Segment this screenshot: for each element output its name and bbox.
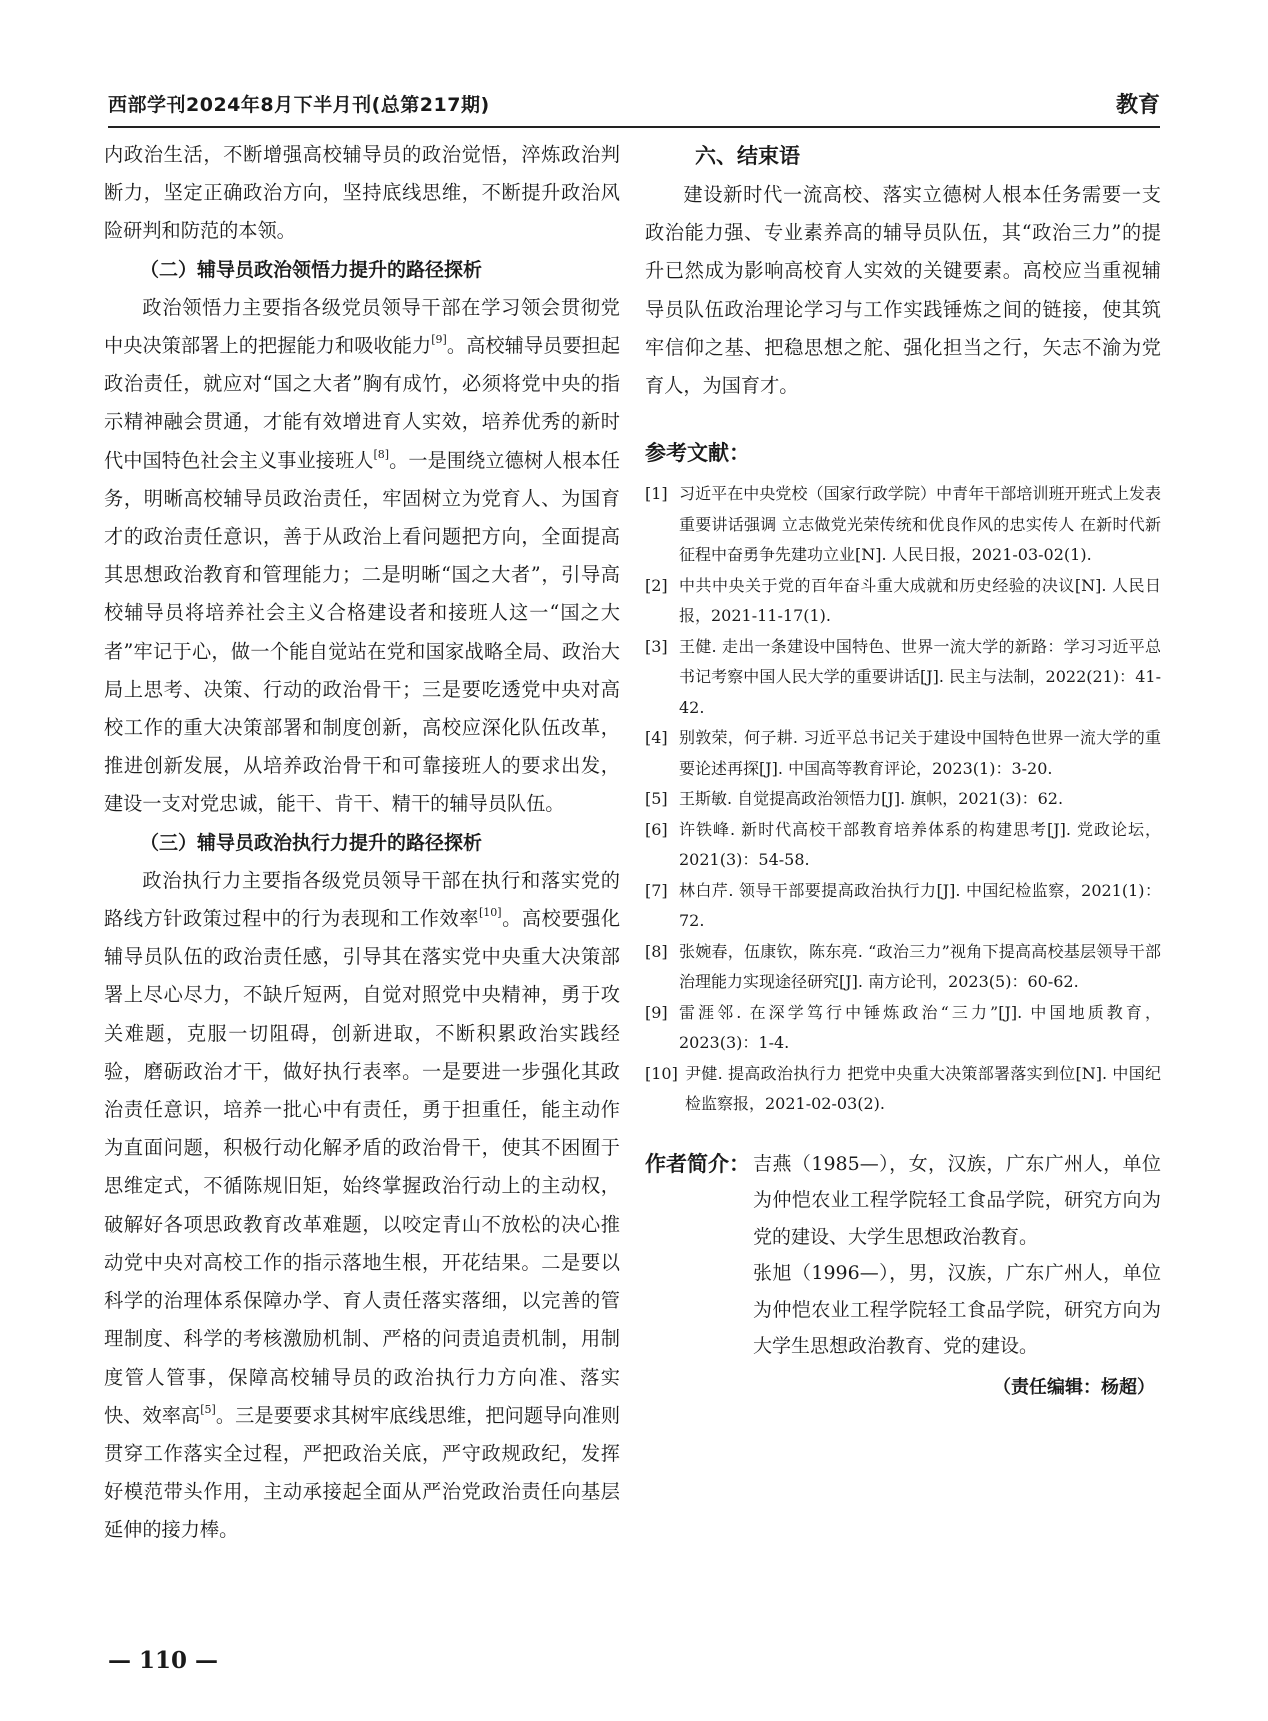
- reference-item: [9] 雷涯邻. 在深学笃行中锤炼政治“三力”[J]. 中国地质教育，2023(3)：1-4.: [645, 1002, 1161, 1053]
- right-column: [645, 136, 1161, 1405]
- reference-item: [10] 尹健. 提高政治执行力 把党中央重大决策部署落实到位[N]. 中国纪检监察报，2021-02-03(2).: [645, 1063, 1161, 1114]
- journal-title: 西部学刊2024年8月下半月刊(总第217期): [108, 94, 490, 116]
- citation-ref: [8]: [373, 447, 390, 461]
- reference-item: [2] 中共中央关于党的百年奋斗重大成就和历史经验的决议[N]. 人民日报，2021-11-17(1).: [645, 575, 1161, 626]
- citation-ref: [9]: [431, 333, 447, 347]
- paragraph: 建设新时代一流高校、落实立德树人根本任务需要一支政治能力强、专业素养高的辅导员队伍，其“政治三力”的提升已然成为影响高校育人实效的关键要素。高校应当重视辅导员队伍政治理论学习与工作实践锤炼之间的链接，使其筑牢信仰之基、把稳思想之舵、强化担当之行，矢志不渝为党育人，为国育才。: [645, 183, 1161, 398]
- reference-item: [8] 张婉春，伍康钦，陈东亮. “政治三力”视角下提高高校基层领导干部治理能力实现途径研究[J]. 南方论刊，2023(5)：60-62.: [645, 941, 1161, 992]
- page-number: — 110 —: [108, 1647, 219, 1674]
- reference-item: [5] 王斯敏. 自觉提高政治领悟力[J]. 旗帜，2021(3)：62.: [645, 789, 1064, 809]
- section-label: 教育: [1115, 93, 1160, 118]
- subsection-heading: （三）辅导员政治执行力提升的路径探析: [140, 831, 483, 854]
- section-heading: 六、结束语: [695, 144, 800, 168]
- page-header: [108, 84, 1160, 128]
- references-title: 参考文献：: [645, 441, 750, 466]
- reference-item: [6] 许铁峰. 新时代高校干部教育培养体系的构建思考[J]. 党政论坛，2021(3)：54-58.: [645, 819, 1161, 870]
- reference-list: [645, 479, 1161, 1120]
- reference-item: [3] 王健. 走出一条建设中国特色、世界一流大学的新路：学习习近平总书记考察中国人民大学的重要讲话[J]. 民主与法制，2022(21)：41-42.: [645, 636, 1161, 717]
- author-entry: 吉燕（1985—），女，汉族，广东广州人，单位为仲恺农业工程学院轻工食品学院，研究方向为党的建设、大学生思想政治教育。: [753, 1152, 1161, 1248]
- reference-item: [7] 林白芹. 领导干部要提高政治执行力[J]. 中国纪检监察，2021(1)：72.: [645, 880, 1161, 931]
- paragraph: 政治执行力主要指各级党员领导干部在执行和落实党的路线方针政策过程中的行为表现和工作效率[10]。高校要强化辅导员队伍的政治责任感，引导其在落实党中央重大决策部署上尽心尽力，不缺斤短两，自觉对照党中央精神，勇于攻关难题，克服一切阻碍，创新进取，不断积累政治实践经验，磨砺政治才干，做好执行表率。一是要进一步强化其政治责任意识，培养一批心中有责任，勇于担重任，能主动作为直面问题，积极行动化解矛盾的政治骨干，使其不困囿于思维定式，不循陈规旧矩，始终掌握政治行动上的主动权，破解好各项思政教育改革难题，以咬定青山不放松的决心推动党中央对高校工作的指示落地生根，开花结果。二是要以科学的治理体系保障办学、育人责任落实落细，以完善的管理制度、科学的考核激励机制、严格的问责追责机制，用制度管人管事，保障高校辅导员的政治执行力方向准、落实快、效率高[5]。三是要要求其树牢底线思维，把问题导向准则贯穿工作落实全过程，严把政治关底，严守政规政纪，发挥好模范带头作用，主动承接起全面从严治党政治责任向基层延伸的接力棒。: [104, 868, 621, 1542]
- author-bio: [645, 1146, 1161, 1365]
- author-label: 作者简介：: [645, 1151, 750, 1176]
- reference-item: [4] 别敦荣，何子耕. 习近平总书记关于建设中国特色世界一流大学的重要论述再探[J]. 中国高等教育评论，2023(1)：3-20.: [645, 728, 1161, 778]
- reference-item: [1] 习近平在中央党校（国家行政学院）中青年干部培训班开班式上发表重要讲话强调 立志做党光荣传统和优良作风的忠实传人 在新时代新征程中奋勇争先建功立业[N]. 人民日报，2021-03-02(1).: [645, 484, 1161, 565]
- citation-ref: [10]: [479, 906, 502, 920]
- responsible-editor: （责任编辑：杨超）: [993, 1376, 1155, 1398]
- paragraph: 政治领悟力主要指各级党员领导干部在学习领会贯彻党中央决策部署上的把握能力和吸收能力[9]。高校辅导员要担起政治责任，就应对“国之大者”胸有成竹，必须将党中央的指示精神融会贯通，才能有效增进育人实效，培养优秀的新时代中国特色社会主义事业接班人[8]。一是围绕立德树人根本任务，明晰高校辅导员政治责任，牢固树立为党育人、为国育才的政治责任意识，善于从政治上看问题把方向，全面提高其思想政治教育和管理能力；二是明晰“国之大者”，引导高校辅导员将培养社会主义合格建设者和接班人这一“国之大者”牢记于心，做一个能自觉站在党和国家战略全局、政治大局上思考、决策、行动的政治骨干；三是要吃透党中央对高校工作的重大决策部署和制度创新，高校应深化队伍改革，推进创新发展，从培养政治骨干和可靠接班人的要求出发，建设一支对党忠诚，能干、肯干、精干的辅导员队伍。: [104, 295, 621, 816]
- author-entry: 张旭（1996—），男，汉族，广东广州人，单位为仲恺农业工程学院轻工食品学院，研究方向为大学生思想政治教育、党的建设。: [753, 1262, 1161, 1358]
- paragraph: 内政治生活，不断增强高校辅导员的政治觉悟，淬炼政治判断力，坚定正确政治方向，坚持底线思维，不断提升政治风险研判和防范的本领。: [104, 143, 620, 243]
- subsection-heading: （二）辅导员政治领悟力提升的路径探析: [140, 258, 483, 281]
- left-column: [104, 136, 620, 1550]
- citation-ref: [5]: [200, 1402, 216, 1416]
